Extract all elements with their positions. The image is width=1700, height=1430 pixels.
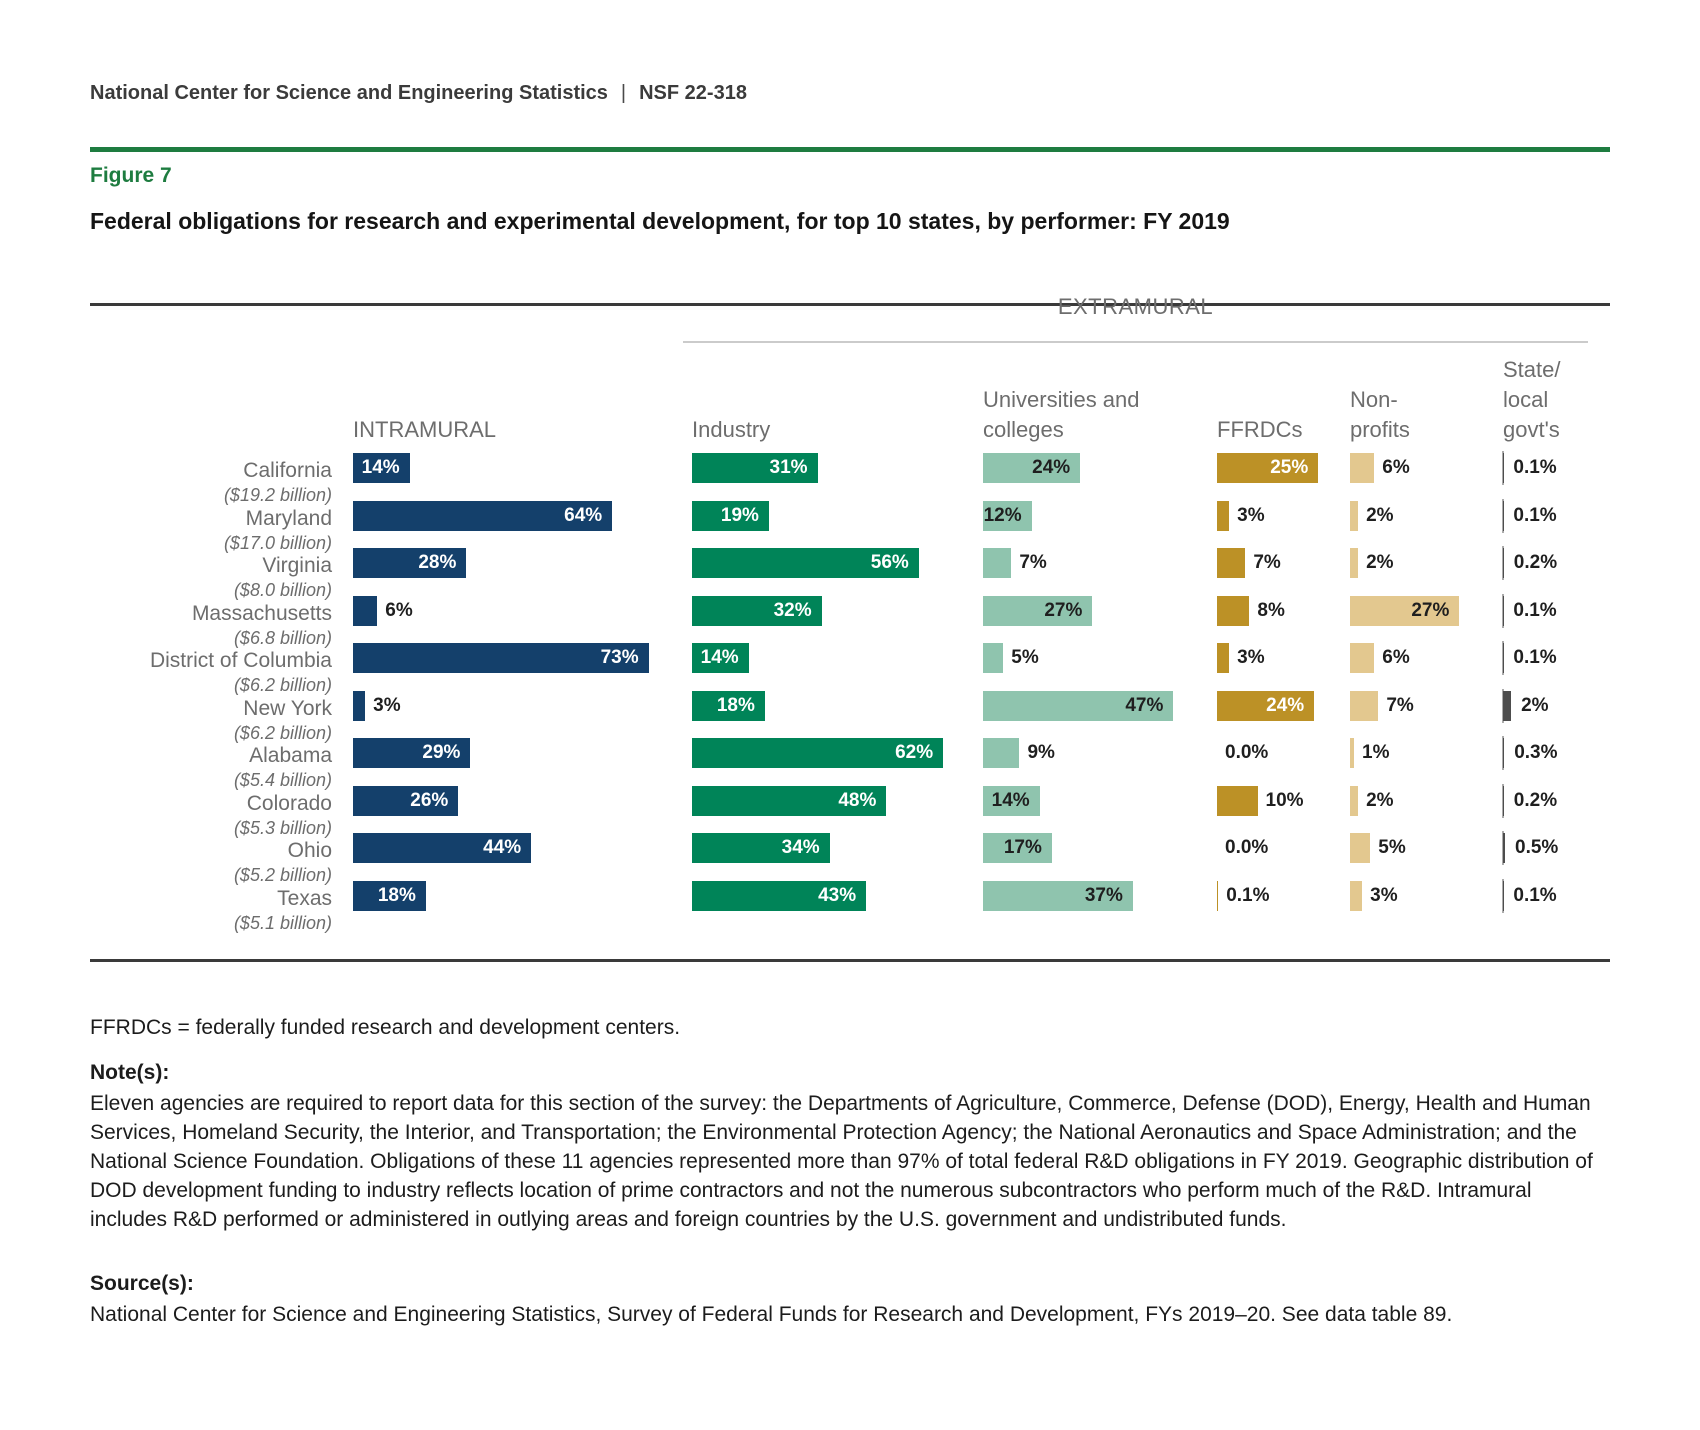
column-header-line: govt's	[1503, 417, 1560, 442]
bar-value-label: 7%	[1019, 552, 1047, 573]
bar-industry	[692, 643, 749, 673]
bar-industry	[692, 501, 769, 531]
bar-value-label: 25%	[1270, 457, 1309, 478]
bar-value-label: 18%	[716, 694, 755, 716]
bar-value-label: 0.1%	[1513, 457, 1557, 478]
column-header-intramural	[353, 415, 496, 445]
bar-value-label: 24%	[1266, 694, 1305, 716]
bar-value-label: 0.3%	[1514, 742, 1558, 763]
bar-statelocal	[1503, 548, 1504, 578]
bar-value-label: 9%	[1027, 742, 1055, 763]
bar-value-label: 5%	[1378, 837, 1406, 858]
bar-value-label: 19%	[720, 504, 759, 526]
bar-industry	[692, 881, 866, 911]
bar-value-label: 43%	[818, 884, 857, 906]
doc-number: NSF 22-318	[639, 82, 747, 104]
bar-ffrdcs	[1217, 643, 1229, 673]
bar-value-label: 56%	[870, 552, 909, 573]
row-state-name: New York	[243, 696, 332, 720]
bar-value-label: 73%	[600, 647, 639, 668]
bar-value-label: 0.1%	[1513, 647, 1557, 668]
bar-value-label: 0.5%	[1515, 837, 1559, 858]
bar-value-label: 27%	[1411, 599, 1450, 621]
column-header-line: Universities and	[983, 387, 1140, 412]
header-rule	[90, 147, 1610, 152]
row-state-name: Virginia	[262, 554, 332, 577]
bar-value-label: 31%	[769, 457, 808, 478]
bar-universities	[983, 786, 1040, 816]
bar-nonprofits	[1350, 643, 1374, 673]
row-state-amount: ($6.8 billion)	[233, 627, 332, 648]
bar-nonprofits	[1350, 548, 1358, 578]
bar-value-label: 0.2%	[1513, 552, 1558, 573]
bar-industry	[692, 548, 919, 578]
row-state-name: Maryland	[245, 506, 332, 530]
bar-value-label: 2%	[1366, 504, 1394, 526]
bar-value-label: 5%	[1011, 647, 1039, 668]
bar-nonprofits	[1350, 501, 1358, 531]
figure-title: Federal obligations for research and experimental development, for top 10 states, by performer: FY 2019	[90, 208, 1230, 234]
row-state-amount: ($6.2 billion)	[233, 722, 332, 743]
bar-universities	[983, 596, 1092, 626]
bar-value-label: 2%	[1366, 789, 1394, 811]
extramural-group-header: EXTRAMURAL	[1057, 294, 1214, 319]
bar-industry	[692, 786, 886, 816]
bar-value-label: 32%	[773, 599, 812, 621]
bar-universities	[983, 453, 1080, 483]
bar-intramural	[353, 501, 612, 531]
bar-value-label: 14%	[700, 647, 739, 668]
row-state-name: District of Columbia	[149, 649, 332, 672]
bar-nonprofits	[1350, 786, 1358, 816]
bar-value-label: 6%	[1382, 457, 1410, 478]
bar-value-label: 6%	[1382, 647, 1410, 668]
bar-industry	[692, 738, 943, 768]
bar-intramural	[353, 643, 649, 673]
row-label	[90, 696, 332, 745]
bar-value-label: 1%	[1362, 742, 1390, 763]
bar-intramural	[353, 596, 377, 626]
bar-intramural	[353, 881, 426, 911]
notes-text: Eleven agencies are required to report data for this section of the survey: the Departments of Agriculture, Commerce, Defense (DOD), Energy, Health and Human Services, Homeland Security, the Interior, and Transportation; the Environmental Protection Agency; the National Aeronautics and Space Administration; and the National Science Foundation. Obligations of these 11 agencies represented more than 97% of total federal R&D obligations in FY 2019. Geographic distribution of DOD development funding to industry reflects location of prime contractors and not the numerous subcontractors who perform much of the R&D. Intramural includes R&D performed or administered in outlying areas and foreign countries by the U.S. government and undistributed funds.	[90, 1092, 1593, 1231]
bar-value-label: 27%	[1044, 599, 1083, 621]
bar-value-label: 64%	[564, 504, 603, 526]
org-name: National Center for Science and Engineering Statistics	[90, 82, 608, 104]
abbreviation-note: FFRDCs = federally funded research and development centers.	[90, 1016, 681, 1039]
bar-value-label: 0.2%	[1513, 789, 1558, 811]
row-state-amount: ($6.2 billion)	[233, 675, 332, 695]
bar-value-label: 8%	[1257, 599, 1285, 621]
bar-value-label: 7%	[1253, 552, 1281, 573]
bar-value-label: 0.1%	[1513, 599, 1557, 621]
column-header-universities	[983, 385, 1140, 445]
row-state-name: Colorado	[246, 791, 332, 815]
sources-text: National Center for Science and Engineering Statistics, Survey of Federal Funds for Research and Development, FYs 2019–20. See data table 89.	[90, 1303, 1453, 1326]
bar-value-label: 6%	[385, 599, 413, 621]
bar-industry	[692, 691, 765, 721]
column-header-line: State/	[1503, 357, 1561, 382]
row-state-amount: ($5.2 billion)	[233, 865, 332, 885]
bar-nonprofits	[1350, 596, 1459, 626]
bar-intramural	[353, 833, 531, 863]
bar-value-label: 18%	[377, 884, 416, 906]
row-state-name: California	[243, 459, 332, 482]
bar-nonprofits	[1350, 881, 1362, 911]
row-label	[90, 601, 332, 650]
bar-universities	[983, 833, 1052, 863]
bar-statelocal	[1503, 786, 1504, 816]
bar-statelocal	[1503, 738, 1504, 768]
bar-value-label: 44%	[483, 837, 522, 858]
row-label	[90, 553, 332, 602]
notes-heading: Note(s):	[90, 1061, 170, 1084]
bar-universities	[983, 881, 1133, 911]
row-state-name: Texas	[277, 886, 332, 910]
bar-universities	[983, 501, 1032, 531]
bar-ffrdcs	[1217, 548, 1245, 578]
bar-value-label: 34%	[781, 837, 820, 858]
bar-value-label: 7%	[1386, 694, 1414, 716]
bar-intramural	[353, 786, 458, 816]
figure-label: Figure 7	[90, 164, 172, 187]
bar-value-label: 0.1%	[1513, 504, 1557, 526]
bar-nonprofits	[1350, 738, 1354, 768]
bar-value-label: 0.0%	[1225, 742, 1269, 763]
bar-industry	[692, 453, 818, 483]
row-label	[90, 458, 332, 507]
bar-ffrdcs	[1217, 691, 1314, 721]
row-state-amount: ($8.0 billion)	[233, 580, 332, 600]
row-label	[90, 886, 332, 935]
column-header-line: profits	[1350, 417, 1410, 442]
bar-value-label: 47%	[1125, 694, 1164, 716]
bar-statelocal	[1503, 833, 1505, 863]
column-header-line: colleges	[983, 417, 1064, 442]
column-header-nonprofits	[1350, 385, 1410, 445]
bar-ffrdcs	[1217, 453, 1318, 483]
row-state-name: Ohio	[287, 839, 332, 862]
row-label	[90, 743, 332, 792]
bar-value-label: 37%	[1084, 884, 1123, 906]
bar-intramural	[353, 453, 410, 483]
row-state-amount: ($5.1 billion)	[233, 912, 332, 933]
column-header-ffrdcs	[1217, 415, 1303, 445]
row-state-amount: ($5.3 billion)	[233, 817, 332, 838]
bar-value-label: 17%	[1003, 837, 1042, 858]
bar-value-label: 2%	[1521, 694, 1549, 716]
bar-nonprofits	[1350, 453, 1374, 483]
bar-value-label: 29%	[422, 742, 461, 763]
bar-value-label: 48%	[838, 789, 877, 811]
bar-industry	[692, 596, 822, 626]
bar-ffrdcs	[1217, 786, 1258, 816]
report-header	[90, 82, 747, 105]
bar-value-label: 28%	[418, 552, 457, 573]
chart-bottom-rule	[90, 959, 1610, 962]
column-header-line: local	[1503, 387, 1549, 412]
column-header-line: INTRAMURAL	[353, 417, 497, 442]
bar-value-label: 3%	[1237, 504, 1265, 526]
bar-universities	[983, 738, 1019, 768]
extramural-underline	[683, 341, 1588, 343]
bar-value-label: 12%	[983, 504, 1022, 526]
bar-ffrdcs	[1217, 881, 1218, 911]
bar-nonprofits	[1350, 691, 1378, 721]
bar-value-label: 3%	[1370, 884, 1398, 906]
column-header-line: FFRDCs	[1217, 417, 1303, 442]
row-state-amount: ($19.2 billion)	[223, 485, 332, 505]
bar-value-label: 2%	[1366, 552, 1394, 573]
bar-value-label: 0.1%	[1513, 884, 1557, 906]
bar-ffrdcs	[1217, 501, 1229, 531]
bar-nonprofits	[1350, 833, 1370, 863]
sources-heading: Source(s):	[90, 1272, 194, 1295]
bar-industry	[692, 833, 830, 863]
bar-ffrdcs	[1217, 596, 1249, 626]
column-header-line: Non-	[1350, 387, 1398, 412]
header-divider: |	[620, 82, 627, 104]
bar-intramural	[353, 738, 470, 768]
bar-universities	[983, 548, 1011, 578]
bar-universities	[983, 691, 1173, 721]
column-header-statelocal	[1503, 355, 1560, 445]
bar-value-label: 0.1%	[1226, 884, 1270, 906]
column-header-line: Industry	[692, 417, 771, 442]
bar-value-label: 3%	[1237, 647, 1265, 668]
bar-intramural	[353, 548, 466, 578]
row-state-amount: ($5.4 billion)	[233, 770, 332, 790]
bar-value-label: 14%	[991, 789, 1030, 811]
bar-value-label: 10%	[1265, 789, 1304, 811]
bar-intramural	[353, 691, 365, 721]
row-label	[90, 648, 332, 697]
row-label	[90, 838, 332, 887]
bar-value-label: 3%	[373, 694, 401, 716]
bar-value-label: 24%	[1032, 457, 1071, 478]
bar-value-label: 62%	[895, 742, 934, 763]
bar-value-label: 26%	[410, 789, 449, 811]
bar-universities	[983, 643, 1003, 673]
bar-value-label: 14%	[361, 457, 400, 478]
column-header-industry	[692, 415, 770, 445]
row-state-amount: ($17.0 billion)	[223, 532, 332, 553]
row-state-name: Alabama	[249, 744, 332, 767]
bar-value-label: 0.0%	[1225, 837, 1269, 858]
bar-statelocal	[1503, 691, 1511, 721]
row-state-name: Massachusetts	[191, 601, 332, 625]
row-label	[90, 506, 332, 555]
row-label	[90, 791, 332, 840]
